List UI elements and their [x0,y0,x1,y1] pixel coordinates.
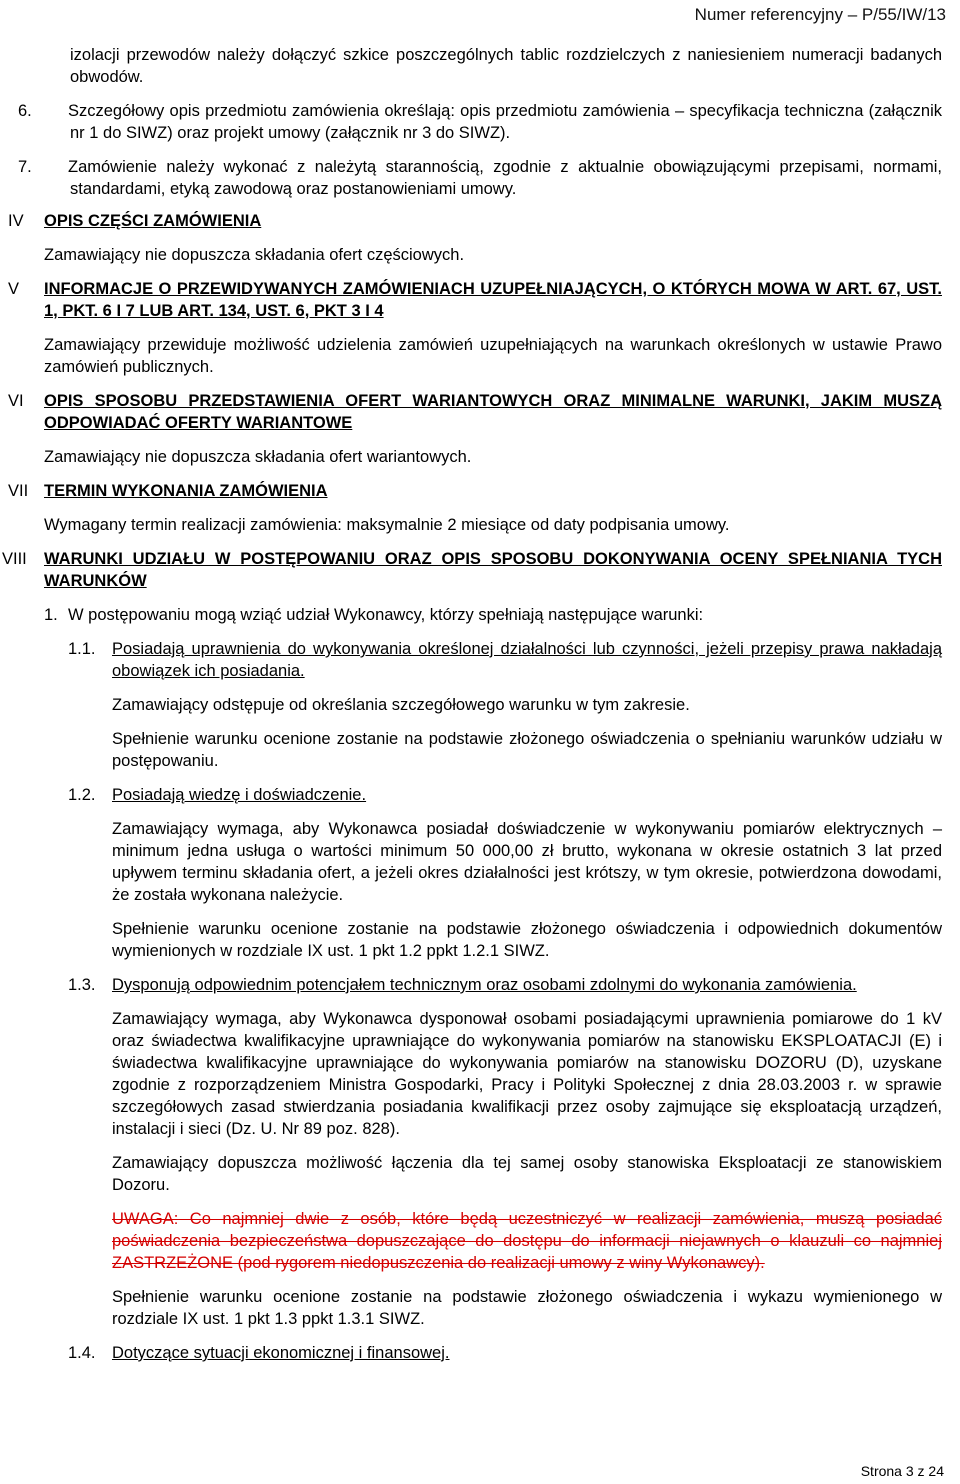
item-text: Szczegółowy opis przedmiotu zamówienia określają: opis przedmiotu zamówienia – specyfikacja techniczna (załącznik nr 1 do SIWZ) oraz projekt umowy (załącznik nr 3 do SIWZ). [68,102,942,142]
section-title: TERMIN WYKONANIA ZAMÓWIENIA [44,482,328,500]
intro-item-6 [18,100,942,144]
item-number: 6. [18,102,32,120]
document-body [0,44,960,1364]
section-viii [2,548,942,626]
subsection-number: 1.4. [68,1344,96,1362]
page-number: Strona 3 z 24 [860,1463,944,1479]
subsection-1-3 [68,974,942,996]
subsection-1-1 [68,638,942,682]
intro-item-7 [18,156,942,200]
item-text: Zamówienie należy wykonać z należytą starannością, zgodnie z aktualnie obowiązującymi przepisami, normami, standardami, etyką zawodową oraz postanowieniami umowy. [68,158,942,198]
intro-continuation: izolacji przewodów należy dołączyć szkice poszczególnych tablic rozdzielczych z naniesieniem numeracji badanych obwodów. [70,46,942,86]
paragraph: Zamawiający wymaga, aby Wykonawca dysponował osobami posiadającymi uprawnienia pomiarowe do 1 kV oraz świadectwa kwalifikacyjne uprawniające do wykonywania pomiarów na stanowisku EKSPLOATACJI (E) i świadectwa kwalifikacyjne uprawniające do wykonywania pomiarów na stanowisku DOZORU (D), uzyskane zgodnie z rozporządzeniem Ministra Gospodarki, Pracy i Polityki Społecznej z dnia 28.03.2003 r. w sprawie szczegółowych zasad stwierdzania posiadania kwalifikacji przez osoby zajmujące się eksploatacją urządzeń, instalacji i sieci (Dz. U. Nr 89 poz. 828). [112,1010,942,1138]
section-title: INFORMACJE O PRZEWIDYWANYCH ZAMÓWIENIACH UZUPEŁNIAJĄCYCH, O KTÓRYCH MOWA W ART. 67, UST. 1, PKT. 6 I 7 LUB ART. 134, UST. 6, PKT 3 I 4 [44,280,942,320]
paragraph: Spełnienie warunku ocenione zostanie na podstawie złożonego oświadczenia i wykazu wymienionego w rozdziale IX ust. 1 pkt 1.3 ppkt 1.3.1 SIWZ. [112,1288,942,1328]
section-vi [8,390,942,468]
section-v [8,278,942,378]
section-number: VI [8,392,24,410]
item-number: 7. [18,158,32,176]
paragraph: Zamawiający wymaga, aby Wykonawca posiadał doświadczenie w wykonywaniu pomiarów elektrycznych – minimum jedna usługa o wartości minimum 50 000,00 zł brutto, wykonana w okresie ostatnich 3 lat przed upływem terminu składania ofert, a jeżeli okres działalności jest krótszy, w tym okresie, potwierdzona dowodami, że została wykonana należycie. [112,820,942,904]
section-text: Zamawiający przewiduje możliwość udzielenia zamówień uzupełniających na warunkach określonych w ustawie Prawo zamówień publicznych. [44,336,942,376]
item-number: 1. [44,606,58,624]
section-number: VII [8,482,29,500]
section-title: WARUNKI UDZIAŁU W POSTĘPOWANIU ORAZ OPIS SPOSOBU DOKONYWANIA OCENY SPEŁNIANIA TYCH WARUNKÓW [44,550,942,590]
section-number: IV [8,212,24,230]
paragraph: Spełnienie warunku ocenione zostanie na podstawie złożonego oświadczenia i odpowiednich dokumentów wymienionych w rozdziale IX ust. 1 pkt 1.2 ppkt 1.2.1 SIWZ. [112,920,942,960]
section-number: V [8,280,20,298]
subsection-title: Posiadają wiedzę i doświadczenie. [112,786,367,804]
subsection-title: Dotyczące sytuacji ekonomicznej i finansowej. [112,1344,450,1362]
document-reference: Numer referencyjny – P/55/IW/13 [694,5,946,24]
subsection-1-2 [68,784,942,806]
section-text: Zamawiający nie dopuszcza składania ofert częściowych. [44,246,465,264]
subsection-number: 1.1. [68,640,96,658]
section-title: OPIS SPOSOBU PRZEDSTAWIENIA OFERT WARIANTOWYCH ORAZ MINIMALNE WARUNKI, JAKIM MUSZĄ ODPOWIADAĆ OFERTY WARIANTOWE [44,392,942,432]
paragraph: Zamawiający dopuszcza możliwość łączenia dla tej samej osoby stanowiska Eksploatacji ze stanowiskiem Dozoru. [112,1154,942,1194]
paragraph: Zamawiający odstępuje od określania szczegółowego warunku w tym zakresie. [112,696,690,714]
condition-item-1 [44,604,942,626]
struck-notice: UWAGA: Co najmniej dwie z osób, które będą uczestniczyć w realizacji zamówienia, muszą posiadać poświadczenia bezpieczeństwa dopuszczające do dostępu do informacji niejawnych o klauzuli co najmniej ZASTRZEŻONE (pod rygorem niedopuszczenia do realizacji umowy z winy Wykonawcy). [112,1210,942,1272]
subsection-title: Dysponują odpowiednim potencjałem technicznym oraz osobami zdolnymi do wykonania zamówienia. [112,976,857,994]
subsection-number: 1.2. [68,786,96,804]
subsection-title: Posiadają uprawnienia do wykonywania określonej działalności lub czynności, jeżeli przepisy prawa nakładają obowiązek ich posiadania. [112,640,942,680]
section-text: Zamawiający nie dopuszcza składania ofert wariantowych. [44,448,472,466]
section-number: VIII [2,550,27,568]
section-text: Wymagany termin realizacji zamówienia: maksymalnie 2 miesiące od daty podpisania umowy. [44,516,730,534]
section-title: OPIS CZĘŚCI ZAMÓWIENIA [44,212,262,230]
item-text: W postępowaniu mogą wziąć udział Wykonawcy, którzy spełniają następujące warunki: [68,606,704,624]
subsection-1-4 [68,1342,942,1364]
section-iv [8,210,942,266]
subsection-number: 1.3. [68,976,96,994]
section-vii [8,480,942,536]
paragraph: Spełnienie warunku ocenione zostanie na podstawie złożonego oświadczenia o spełnianiu warunków udziału w postępowaniu. [112,730,942,770]
